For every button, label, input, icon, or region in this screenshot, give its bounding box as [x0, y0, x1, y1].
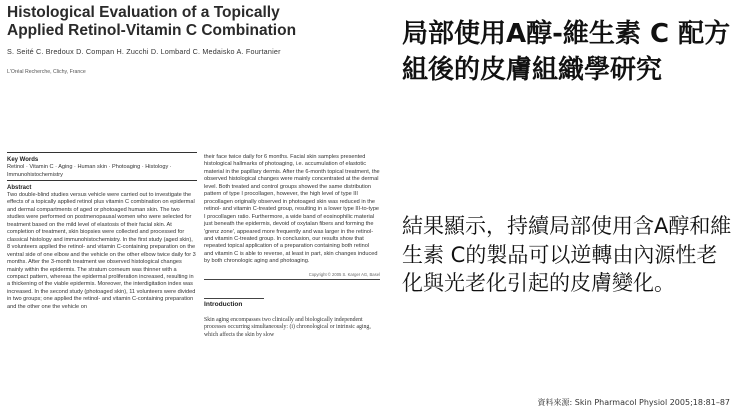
- paper-right-column: [204, 154, 380, 340]
- source-citation: 資料來源: Skin Pharmacol Physiol 2005;18:81–87: [537, 398, 730, 407]
- paper-authors: S. Seité C. Bredoux D. Compan H. Zucchi D. Lombard C. Medaisko A. Fourtanier: [7, 47, 281, 56]
- paper-left-column: [7, 152, 197, 311]
- keywords-text: Retinol · Vitamin C · Aging · Human skin · Photoaging · Histology · Immunohistochemistry: [7, 164, 172, 178]
- paper-affiliation: L'Oréal Recherche, Clichy, France: [7, 69, 86, 75]
- divider: [7, 180, 197, 181]
- abstract-text: Two double-blind studies versus vehicle were carried out to investigate the effects of a topically applied retinol plus vitamin C combination on epidermal and dermal compartments of aged or photoaged human skin. The two studies were performed on postmenopausal women who were selected for treatment based on the mild level of elastosis of their facial skin. At completion of treatment, skin biopsies were collected and processed for classical histology and immunohistochemistry. In the first study (aged skin), 8 volunteers applied the retinol- and vitamin C-containing preparation on the ventral side of one elbow and the vehicle on the other elbow twice daily for 3 months. After the 3-month treatment we observed histological changes mainly within the epidermis. The stratum corneum was thinner with a compact pattern, whereas the epidermal proliferation increased, resulting in a thickening of the viable epidermis. Moreover, the interdigitation index was increased. In the second study (photoaged skin), 11 volunteers were divided in two groups; one applied the retinol- and vitamin C-containing preparation and the other one the vehicle on: [7, 192, 196, 310]
- paper-title: Histological Evaluation of a Topically Applied Retinol-Vitamin C Combination: [7, 4, 297, 39]
- introduction-heading: Introduction: [204, 298, 264, 308]
- introduction-text: Skin aging encompasses two clinically and biologically independent processes occurring simultaneously: (i) chronological or intrinsic aging, which affects the skin by slow: [204, 316, 371, 338]
- copyright-line: Copyright © 2005 S. Karger AG, Basel: [204, 272, 380, 280]
- slide-heading: 局部使用A醇-維生素 C 配方組後的皮膚組織學研究: [402, 19, 731, 85]
- abstract-continued-text: their face twice daily for 6 months. Facial skin samples presented histological hallmarks of photoaging, i.e. accumulation of elastotic material in the papillary dermis. After the 6-month topical treatment, the observed histological changes were mainly concentrated at the dermal level. Both treated and control groups showed the same distribution pattern of type I procollagen, however, the high level of type III procollagen originally observed in photoaged skin was reduced in the retinol- and vitamin C-treated group, resulting in a lower type III-to-type I procollagen ratio. Furthermore, a wide band of eosinophilic material just beneath the epidermis, devoid of oxytalan fibers and forming the 'grenz zone', appeared more frequently and was larger in the retinol- and vitamin C-treated group. In conclusion, our results show that repeated topical application of a preparation containing both retinol and vitamin C is able to reverse, at least in part, skin changes induced by both chronologic aging and photoaging.: [204, 154, 380, 265]
- keywords-heading: Key Words: [7, 157, 39, 163]
- abstract-heading: Abstract: [7, 185, 32, 191]
- slide-body-text: 結果顯示，持續局部使用含A醇和維生素 C的製品可以逆轉由內源性老化與光老化引起的皮膚變化。: [402, 214, 732, 295]
- divider: [7, 152, 197, 153]
